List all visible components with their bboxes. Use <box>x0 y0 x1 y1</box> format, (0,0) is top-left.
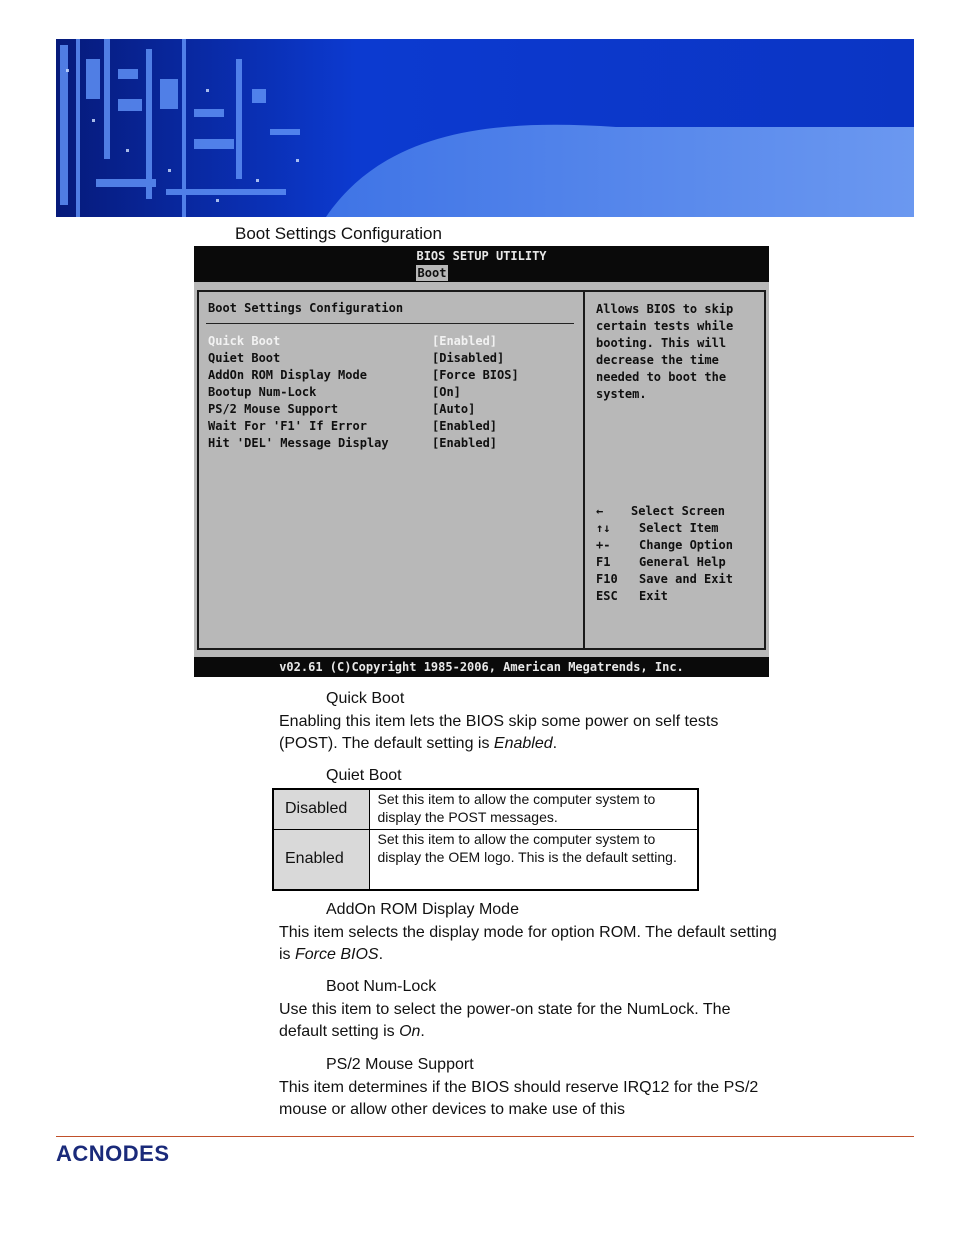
bios-item-quick-boot[interactable]: Quick Boot [Enabled] <box>208 334 498 348</box>
circuit-board-graphic <box>56 39 914 217</box>
quick-boot-text: Enabling this item lets the BIOS skip some power on self tests (POST). The default setting is Enabled. <box>279 713 719 752</box>
bios-item-addon-rom[interactable]: AddOn ROM Display Mode [Force BIOS] <box>208 368 519 382</box>
addon-rom-heading: AddOn ROM Display Mode <box>326 901 519 918</box>
bios-item-wait-f1[interactable]: Wait For 'F1' If Error [Enabled] <box>208 419 498 433</box>
svg-text:ACNODES: ACNODES <box>56 1141 170 1165</box>
ps2-mouse-text: This item determines if the BIOS should reserve IRQ12 for the PS/2 mouse or allow other devices to make use of this <box>279 1079 759 1118</box>
bios-help-text: Allows BIOS to skip certain tests while booting. This will decrease the time needed to boot the system. <box>596 302 734 401</box>
bios-item-quiet-boot[interactable]: Quiet Boot [Disabled] <box>208 351 505 365</box>
ps2-mouse-heading: PS/2 Mouse Support <box>326 1056 474 1073</box>
bios-item-ps2-mouse[interactable]: PS/2 Mouse Support [Auto] <box>208 402 476 416</box>
footer-rule <box>56 1136 914 1137</box>
header-banner <box>56 39 914 217</box>
table-row <box>273 829 698 890</box>
key-change-option: +- Change Option <box>596 538 733 552</box>
bios-screenshot <box>194 246 769 677</box>
bios-item-hit-del[interactable]: Hit 'DEL' Message Display [Enabled] <box>208 436 498 450</box>
bios-panel-rule <box>206 323 574 324</box>
key-select-screen: ← Select Screen <box>596 504 725 518</box>
section-title: Boot Settings Configuration <box>235 224 442 243</box>
option-description: Set this item to allow the computer system to display the POST messages. <box>369 789 698 829</box>
acnodes-logo <box>56 1141 216 1170</box>
bios-divider <box>583 290 585 650</box>
quiet-boot-heading: Quiet Boot <box>326 767 402 784</box>
num-lock-text: Use this item to select the power-on state for the NumLock. The default setting is On. <box>279 1001 731 1040</box>
quick-boot-heading: Quick Boot <box>326 690 405 707</box>
bios-title-bar <box>194 246 769 282</box>
option-enabled: Enabled <box>273 829 369 890</box>
key-exit: ESC Exit <box>596 589 668 603</box>
key-select-item: ↑↓ Select Item <box>596 521 719 535</box>
bios-tab-boot[interactable]: Boot <box>417 266 447 280</box>
key-general-help: F1 General Help <box>596 555 726 569</box>
bios-title: BIOS SETUP UTILITY <box>416 249 547 263</box>
acnodes-logo-graphic <box>56 1141 216 1165</box>
table-row <box>273 789 698 829</box>
option-description: Set this item to allow the computer system to display the OEM logo. This is the default setting. <box>369 829 698 890</box>
bios-panel-title: Boot Settings Configuration <box>208 301 404 315</box>
option-disabled: Disabled <box>273 789 369 829</box>
addon-rom-text: This item selects the display mode for option ROM. The default setting is Force BIOS. <box>279 924 777 963</box>
bios-item-num-lock[interactable]: Bootup Num-Lock [On] <box>208 385 461 399</box>
bios-copyright: v02.61 (C)Copyright 1985-2006, American Megatrends, Inc. <box>194 657 769 677</box>
quiet-boot-table <box>272 788 699 891</box>
num-lock-heading: Boot Num-Lock <box>326 978 437 995</box>
key-save-exit: F10 Save and Exit <box>596 572 733 586</box>
bios-key-legend <box>596 504 761 606</box>
